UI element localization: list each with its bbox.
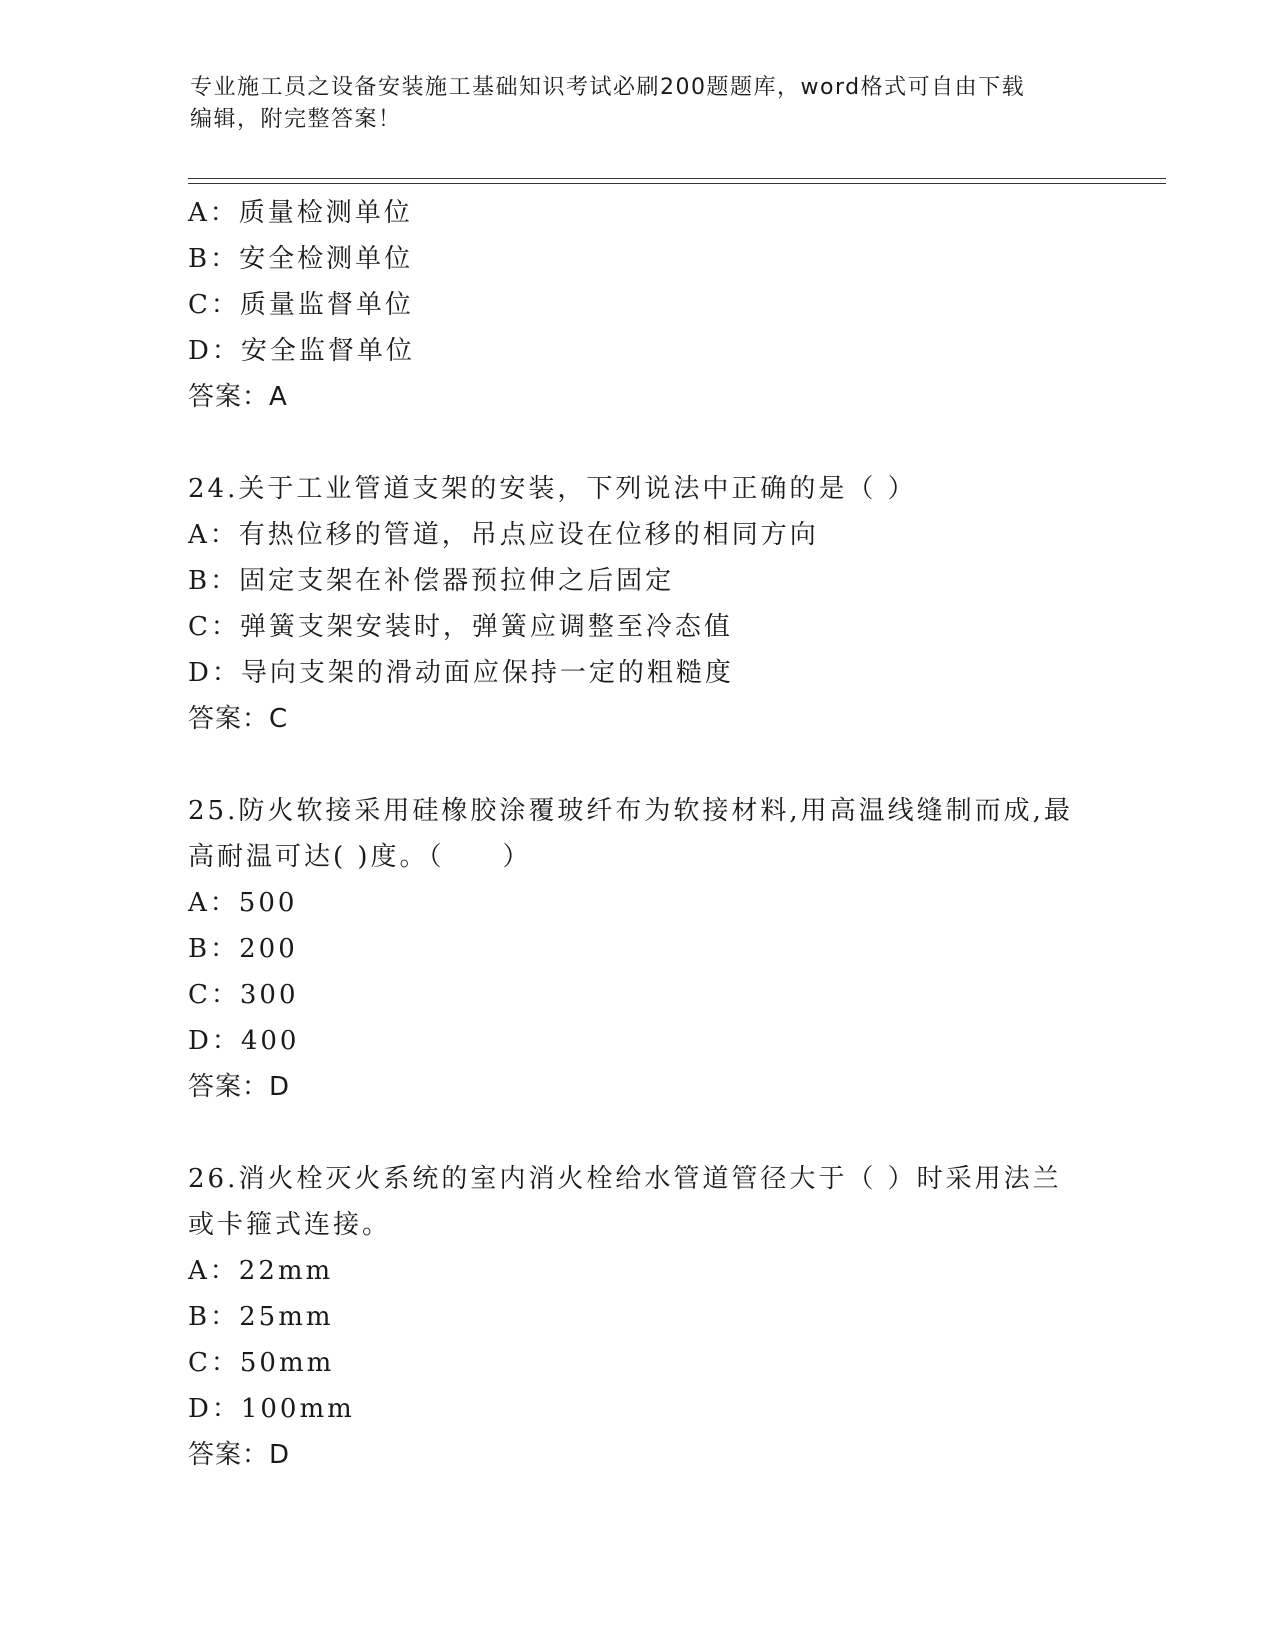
question-24-option-b: B：固定支架在补偿器预拉伸之后固定 xyxy=(188,566,675,596)
question-23-option-d: D：安全监督单位 xyxy=(188,336,415,366)
question-25-option-d: D：400 xyxy=(188,1026,300,1056)
question-26-option-a: A：22mm xyxy=(188,1256,334,1286)
question-24-option-d: D：导向支架的滑动面应保持一定的粗糙度 xyxy=(188,658,734,688)
question-24-answer: 答案：C xyxy=(188,704,289,734)
document-header xyxy=(190,72,1090,136)
question-23-option-a: A：质量检测单位 xyxy=(188,198,413,228)
spacer xyxy=(188,1110,1138,1156)
header-divider-top xyxy=(188,178,1166,179)
question-25 xyxy=(188,788,1138,1110)
header-divider-bottom xyxy=(188,183,1166,184)
question-23-option-b: B：安全检测单位 xyxy=(188,244,414,274)
question-26-option-b: B：25mm xyxy=(188,1302,334,1332)
spacer xyxy=(188,420,1138,466)
question-25-option-a: A：500 xyxy=(188,888,298,918)
question-24-stem: 24.关于工业管道支架的安装，下列说法中正确的是（ ） xyxy=(188,474,917,504)
question-23 xyxy=(188,190,1138,420)
header-title-line-2: 编辑，附完整答案！ xyxy=(190,107,402,132)
question-25-option-c: C：300 xyxy=(188,980,299,1010)
header-title-line-1: 专业施工员之设备安装施工基础知识考试必刷200题题库，word格式可自由下载 xyxy=(190,75,1026,100)
spacer xyxy=(188,742,1138,788)
question-26-stem-line-2: 或卡箍式连接。 xyxy=(188,1210,392,1240)
question-24-option-a: A：有热位移的管道，吊点应设在位移的相同方向 xyxy=(188,520,819,550)
question-23-option-c: C：质量监督单位 xyxy=(188,290,414,320)
question-26-stem-line-1: 26.消火栓灭火系统的室内消火栓给水管道管径大于（ ）时采用法兰 xyxy=(188,1164,1062,1194)
question-26 xyxy=(188,1156,1138,1478)
question-25-answer: 答案：D xyxy=(188,1072,291,1102)
question-25-option-b: B：200 xyxy=(188,934,298,964)
question-26-answer: 答案：D xyxy=(188,1440,291,1470)
question-23-answer: 答案：A xyxy=(188,382,288,412)
question-25-stem-line-2: 高耐温可达( )度。（ ） xyxy=(188,842,532,872)
question-25-stem-line-1: 25.防火软接采用硅橡胶涂覆玻纤布为软接材料,用高温线缝制而成,最 xyxy=(188,796,1073,826)
question-26-option-d: D：100mm xyxy=(188,1394,355,1424)
question-list xyxy=(188,190,1138,1478)
question-24-option-c: C：弹簧支架安装时，弹簧应调整至冷态值 xyxy=(188,612,733,642)
question-24 xyxy=(188,466,1138,742)
question-26-option-c: C：50mm xyxy=(188,1348,335,1378)
